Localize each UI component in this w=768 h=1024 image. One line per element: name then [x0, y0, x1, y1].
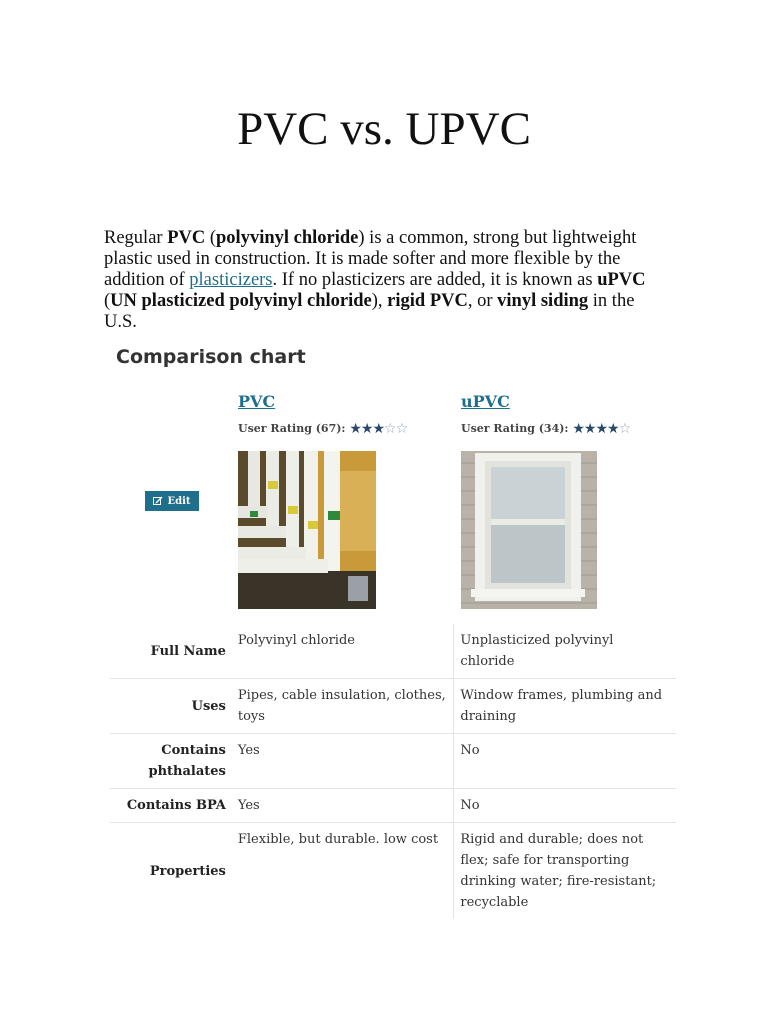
- intro-bold-term: vinyl siding: [497, 291, 589, 311]
- star-filled-icon[interactable]: ★: [572, 421, 584, 437]
- intro-bold-term: uPVC: [597, 270, 646, 290]
- table-row: [110, 734, 676, 789]
- pvc-cell: Flexible, but durable. low cost: [232, 823, 454, 920]
- pvc-cell: Yes: [232, 789, 454, 823]
- comparison-chart-heading: Comparison chart: [116, 346, 306, 368]
- upvc-cell: No: [454, 789, 676, 823]
- product-link-upvc[interactable]: uPVC: [461, 392, 510, 411]
- product-column-upvc: [461, 392, 671, 437]
- intro-text: (: [104, 291, 111, 311]
- star-empty-icon[interactable]: ☆: [384, 421, 396, 437]
- table-row: [110, 789, 676, 823]
- user-rating-upvc: [461, 421, 671, 437]
- upvc-cell: No: [454, 734, 676, 789]
- star-filled-icon[interactable]: ★: [360, 421, 373, 437]
- pvc-pipes-photo: [238, 451, 376, 609]
- table-row: [110, 679, 676, 734]
- table-row: [110, 624, 676, 679]
- intro-text: , or: [467, 291, 498, 311]
- star-filled-icon[interactable]: ★: [607, 421, 619, 437]
- product-link-pvc[interactable]: PVC: [238, 392, 276, 411]
- plasticizers-link[interactable]: plasticizers: [189, 270, 273, 290]
- pvc-cell: Yes: [232, 734, 454, 789]
- rating-label: User Rating (67):: [238, 422, 346, 435]
- intro-bold-term: UN plasticized polyvinyl chloride: [110, 291, 372, 311]
- row-label: Uses: [110, 679, 232, 734]
- upvc-cell: Window frames, plumbing and draining: [454, 679, 676, 734]
- upvc-cell: Unplasticized polyvinyl chloride: [454, 624, 676, 679]
- intro-bold-term: PVC: [167, 228, 206, 248]
- intro-text: in the U.S.: [104, 291, 635, 332]
- star-filled-icon[interactable]: ★: [583, 421, 596, 437]
- intro-text: Regular: [104, 228, 168, 248]
- intro-text: ) is a common, strong but lightweight plastic used in construction. It is made softer and more flexible by the addition of: [104, 228, 637, 290]
- intro-bold-term: rigid PVC: [387, 291, 468, 311]
- star-rating[interactable]: [572, 421, 630, 437]
- user-rating-pvc: [238, 421, 448, 437]
- product-column-pvc: [238, 392, 448, 437]
- intro-paragraph: [104, 228, 664, 333]
- star-empty-icon[interactable]: ☆: [618, 421, 631, 437]
- row-label: Contains phthalates: [110, 734, 232, 789]
- row-label: Contains BPA: [110, 789, 232, 823]
- comparison-table: [110, 624, 676, 919]
- intro-text: . If no plasticizers are added, it is known as: [272, 270, 598, 290]
- intro-text: (: [205, 228, 217, 248]
- intro-bold-term: polyvinyl chloride: [216, 228, 359, 248]
- pvc-cell: Polyvinyl chloride: [232, 624, 454, 679]
- upvc-cell: Rigid and durable; does not flex; safe for transporting drinking water; fire-resistant; recyclable: [460, 832, 657, 910]
- edit-button[interactable]: [145, 491, 199, 511]
- rating-label: User Rating (34):: [461, 422, 569, 435]
- table-row: [110, 823, 676, 920]
- edit-label: Edit: [167, 495, 191, 507]
- row-label: Properties: [149, 863, 226, 879]
- page-title: PVC vs. UPVC: [237, 103, 531, 155]
- intro-text: ),: [371, 291, 388, 311]
- star-empty-icon[interactable]: ☆: [395, 421, 408, 437]
- star-filled-icon[interactable]: ★: [372, 421, 385, 437]
- upvc-window-photo: [461, 451, 597, 609]
- star-filled-icon[interactable]: ★: [349, 421, 361, 437]
- edit-icon: [153, 496, 163, 506]
- pvc-cell: Pipes, cable insulation, clothes, toys: [232, 679, 454, 734]
- row-label: Full Name: [110, 624, 232, 679]
- star-filled-icon[interactable]: ★: [595, 421, 608, 437]
- star-rating[interactable]: [349, 421, 407, 437]
